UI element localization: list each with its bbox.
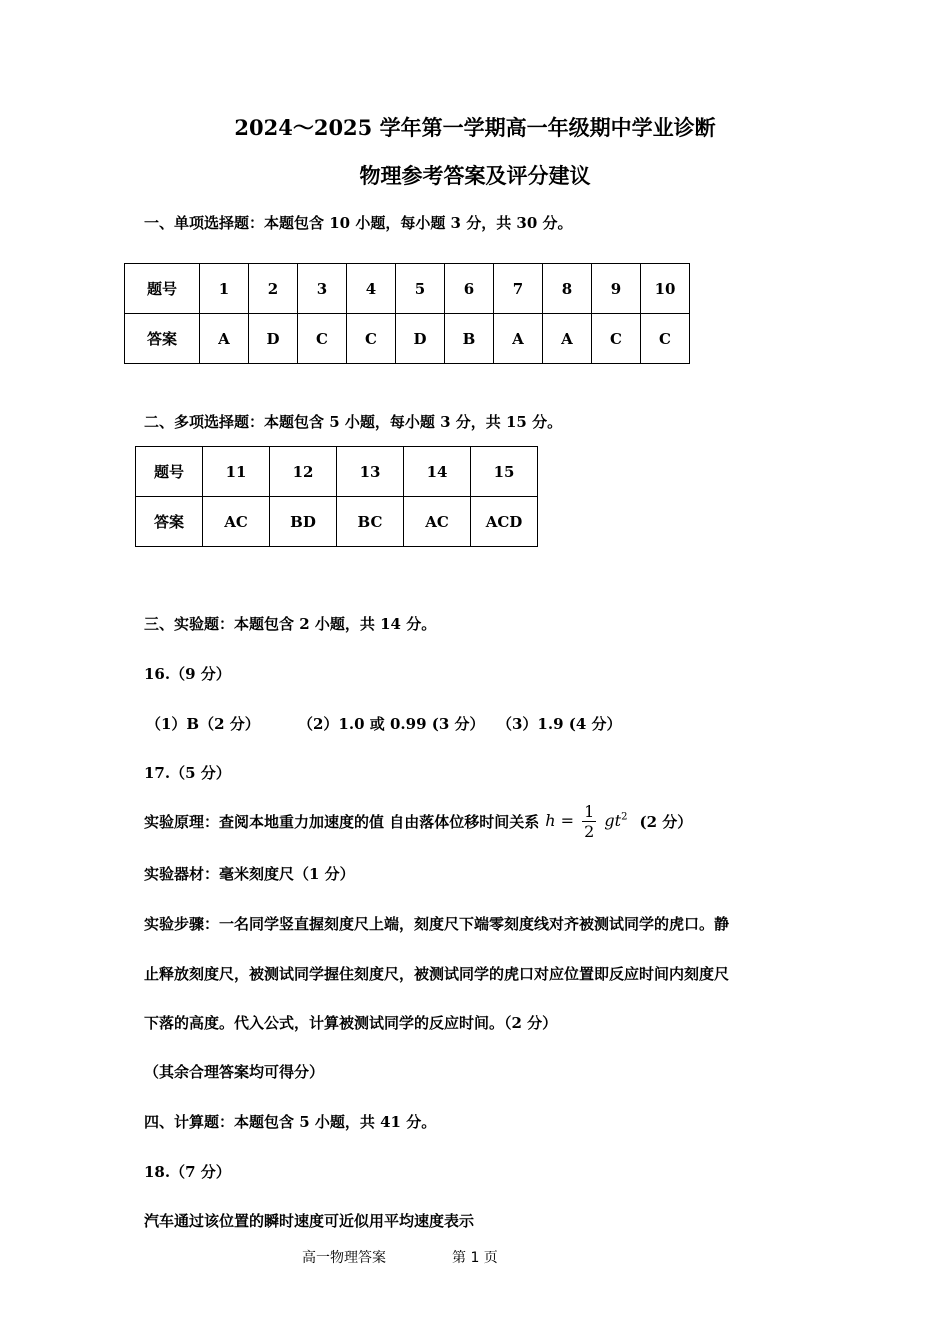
principle-score: (2 分） [639,812,693,831]
q16-part2: （2）1.0 或 0.99 (3 分） [298,715,485,733]
question-number-cell: 5 [396,264,445,314]
answer-cell: C [298,314,347,364]
question-number-cell: 7 [494,264,543,314]
multi-choice-answer-table [135,446,538,547]
footer-subject: 高一物理答案 [302,1250,386,1266]
formula-rhs: gt [604,810,622,830]
answer-cell: A [200,314,249,364]
answer-cell: ACD [471,497,538,547]
question-number-cell: 14 [404,447,471,497]
fraction-numerator: 1 [584,801,595,821]
answer-cell: D [249,314,298,364]
formula-exponent: 2 [621,811,628,823]
question-number-cell: 8 [543,264,592,314]
question-number-cell: 6 [445,264,494,314]
q16-part3: （3）1.9 (4 分） [497,715,622,733]
alternative-answers-note: （其余合理答案均可得分） [144,1063,325,1081]
answer-cell: C [347,314,396,364]
row-label-number: 题号 [125,264,200,314]
experiment-steps-line-1: 实验步骤：一名同学竖直握刻度尺上端，刻度尺下端零刻度线对齐被测试同学的虎口。静 [144,915,730,933]
section3-heading: 三、实验题：本题包含 2 小题，共 14 分。 [144,615,437,633]
question-number-cell: 3 [298,264,347,314]
single-choice-answer-table [124,263,690,364]
table-row [125,264,690,314]
question-number-cell: 12 [270,447,337,497]
answer-cell: BC [337,497,404,547]
answer-cell: AC [203,497,270,547]
table-row [125,314,690,364]
question-number-cell: 1 [200,264,249,314]
experiment-materials: 实验器材：毫米刻度尺（1 分） [144,865,355,883]
section4-heading: 四、计算题：本题包含 5 小题，共 41 分。 [144,1113,437,1131]
answer-cell: C [641,314,690,364]
question-number-cell: 10 [641,264,690,314]
title-line-2: 物理参考答案及评分建议 [359,163,591,188]
formula-equals: = [560,810,575,830]
answer-cell: C [592,314,641,364]
q18-line-1: 汽车通过该位置的瞬时速度可近似用平均速度表示 [144,1212,475,1230]
question-number-cell: 13 [337,447,404,497]
answer-cell: A [494,314,543,364]
footer-page-number: 第 1 页 [452,1250,498,1266]
formula-fraction [582,802,596,841]
question-number-cell: 11 [203,447,270,497]
formula-lhs: h [545,810,556,830]
answer-cell: BD [270,497,337,547]
q16-part1: （1）B（2 分） [146,715,260,733]
question-number-cell: 15 [471,447,538,497]
q16-label: 16.（9 分） [144,665,231,683]
section2-heading: 二、多项选择题：本题包含 5 小题，每小题 3 分，共 15 分。 [144,413,563,431]
row-label-number: 题号 [136,447,203,497]
q17-label: 17.（5 分） [144,764,231,782]
answer-cell: AC [404,497,471,547]
table-row [136,447,538,497]
fraction-denominator: 2 [584,821,595,841]
title-line-1: 2024～2025 学年第一学期高一年级期中学业诊断 [234,115,716,140]
q18-label: 18.（7 分） [144,1163,231,1181]
answer-cell: B [445,314,494,364]
answer-cell: D [396,314,445,364]
experiment-principle [144,798,692,844]
principle-text: 实验原理：查阅本地重力加速度的值 自由落体位移时间关系 [144,812,540,831]
row-label-answer: 答案 [125,314,200,364]
answer-cell: A [543,314,592,364]
row-label-answer: 答案 [136,497,203,547]
free-fall-formula [545,802,627,841]
table-row [136,497,538,547]
experiment-steps-line-2: 止释放刻度尺，被测试同学握住刻度尺，被测试同学的虎口对应位置即反应时间内刻度尺 [144,965,730,983]
question-number-cell: 9 [592,264,641,314]
question-number-cell: 2 [249,264,298,314]
question-number-cell: 4 [347,264,396,314]
experiment-steps-line-3: 下落的高度。代入公式，计算被测试同学的反应时间。（2 分） [144,1014,558,1032]
section1-heading: 一、单项选择题：本题包含 10 小题，每小题 3 分，共 30 分。 [144,214,573,232]
